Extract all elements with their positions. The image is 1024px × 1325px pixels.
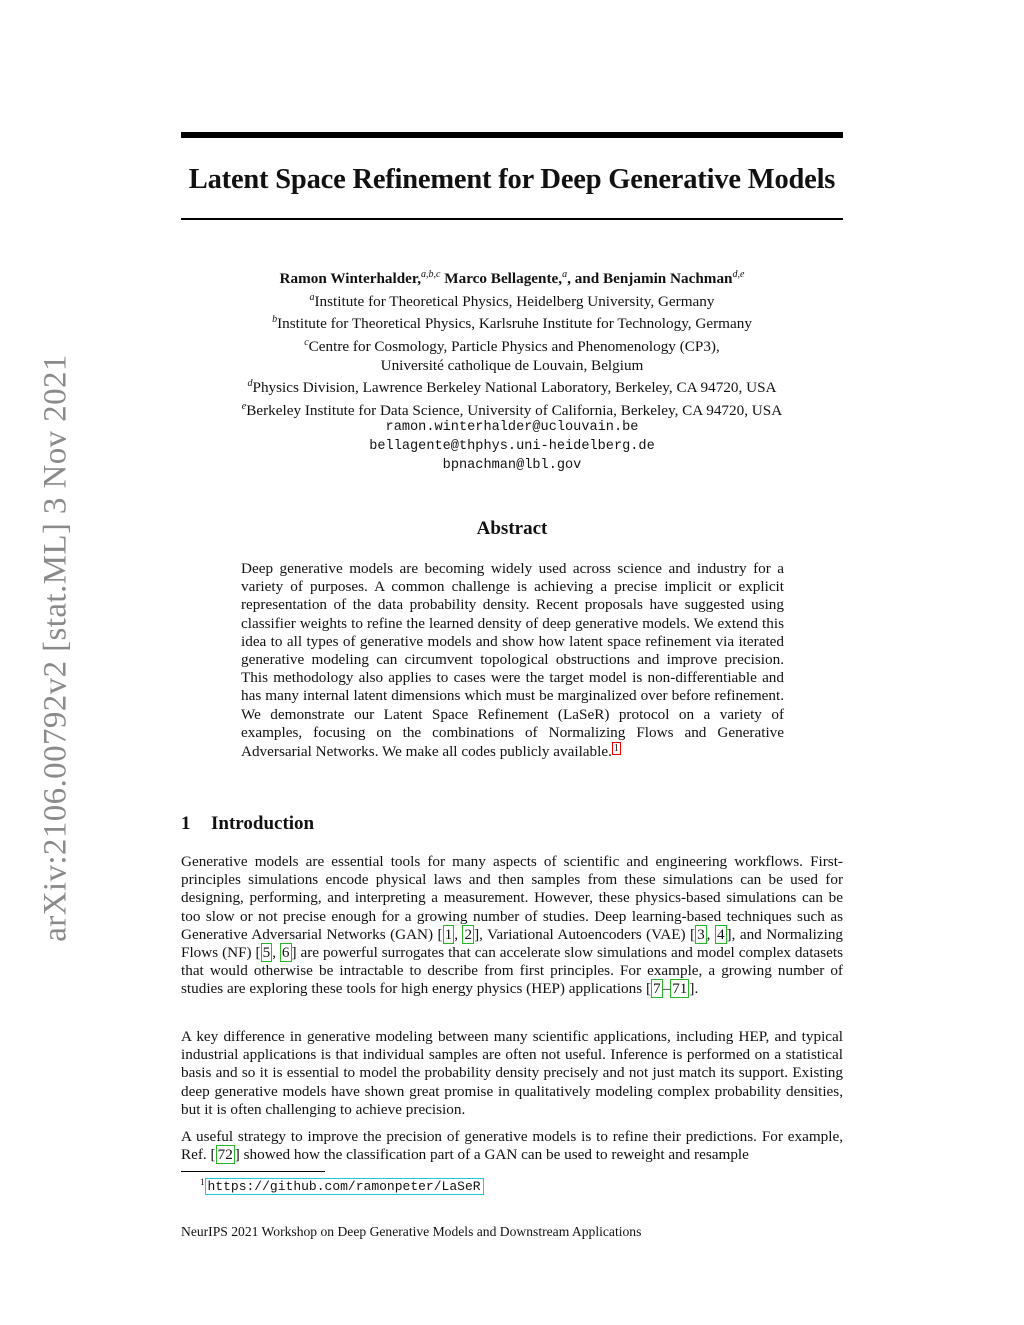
citation-link[interactable]: 4 — [716, 925, 725, 943]
title-bottom-rule — [181, 218, 843, 220]
affiliation-a: $^a$Institute for Theoretical Physics, Heidelberg University, Germany — [309, 291, 715, 310]
title-top-rule — [181, 132, 843, 138]
arxiv-stamp: arXiv:2106.00792v2 [stat.ML] 3 Nov 2021 — [37, 354, 74, 942]
citation-link[interactable]: 5 — [262, 944, 271, 962]
intro-paragraph-2: A key difference in generative modeling between many scientific applications, including HEP, and typical industrial applications is that individual samples are often not useful. Inference is performed on a statistical basis and so it is essential to model the probability density precisely and not just match its support. Existing deep generative models have shown great promise in qualitatively modeling complex probability densities, but it is often challenging to achieve precision. — [181, 1028, 843, 1118]
citation-link[interactable]: 1 — [444, 925, 453, 943]
paper-title: Latent Space Refinement for Deep Generative Models — [188, 164, 836, 195]
citation-link[interactable]: 2 — [464, 925, 473, 943]
author-block — [181, 266, 843, 421]
abstract-text: Deep generative models are becoming widely used across science and industry for a variety of purposes. A common challenge is achieving a precise implicit or explicit representation of the data probability density. Recent proposals have suggested using classifier weights to refine the learned density of deep generative models. We extend this idea to all types of generative models and show how latent space refinement via iterated generative modeling can circumvent topological obstructions and improve precision. This methodology also applies to cases were the target model is non-differentiable and has many internal latent dimensions which must be marginalized over before refinement. We demonstrate our Latent Space Refinement (LaSeR) protocol on a variety of examples, focusing on the combinations of Normalizing Flows and Generative Adversarial Networks. We make all codes publicly available. — [241, 560, 784, 761]
citation-link[interactable]: 6 — [281, 944, 290, 962]
footnote-url-link[interactable]: https://github.com/ramonpeter/LaSeR — [205, 1178, 484, 1195]
author-3-affil: d,e — [732, 269, 745, 280]
footnote — [200, 1177, 484, 1194]
section-title: Introduction — [211, 813, 315, 834]
footnote-mark: 1 — [200, 1177, 205, 1187]
affiliation-b: $^b$Institute for Theoretical Physics, Karlsruhe Institute for Technology, Germany — [272, 314, 752, 333]
citation-link[interactable]: 72 — [217, 1146, 233, 1164]
section-number: 1 — [181, 813, 191, 834]
author-2-name: Marco Bellagente, — [440, 270, 563, 288]
venue-footer: NeurIPS 2021 Workshop on Deep Generative Models and Downstream Applications — [181, 1224, 642, 1239]
abstract-heading: Abstract — [476, 518, 548, 539]
email-block — [181, 418, 843, 475]
section-heading — [181, 813, 314, 835]
author-2-affil: a — [562, 269, 568, 280]
author-1-name: Ramon Winterhalder, — [279, 270, 422, 288]
citation-link[interactable]: 7 — [653, 980, 661, 998]
intro-paragraph-1: Generative models are essential tools for many aspects of scientific and engineering workflows. First-principles simulations encode physical laws and then samples from these simulations can be used for designing, performing, and interpreting a measurement. However, these physics-based simulations can be too slow or not precise enough for a growing number of studies. Deep learning-based techniques such as Generative Adversarial Networks (GAN) [ 1 , 2 ], Variational Autoencoders (VAE) [ 3 , 4 ], and Normalizing Flows (NF) [ 5 , 6 ] are powerful surrogates that can accelerate slow simulations and model complex datasets that would otherwise be intractable to describe from first principles. For example, a growing number of studies are exploring these tools for high energy physics (HEP) applications [ 7 – 71 ]. — [181, 853, 844, 998]
affiliation-c: $^c$Centre for Cosmology, Particle Physics and Phenomenology (CP3), — [304, 336, 720, 356]
footnote-rule — [181, 1171, 325, 1172]
intro-paragraph-3: A useful strategy to improve the precision of generative models is to refine their predictions. For example, Ref. [ 72 ] showed how the classification part of a GAN can be used to reweight and resample — [181, 1128, 843, 1164]
abstract-body — [241, 560, 784, 761]
author-names — [181, 266, 843, 289]
citation-link[interactable]: 71 — [672, 980, 688, 998]
email-1: ramon.winterhalder@uclouvain.be — [385, 420, 639, 435]
email-2: bellagente@thphys.uni-heidelberg.de — [369, 439, 655, 454]
author-3-name: , and Benjamin Nachman — [567, 270, 733, 288]
affiliation-c-cont: Université catholique de Louvain, Belgium — [380, 356, 644, 374]
citation-link[interactable]: 3 — [697, 925, 705, 943]
footnote-ref-link[interactable]: 1 — [613, 743, 619, 755]
author-1-affil: a,b,c — [421, 269, 441, 280]
affiliation-e: $^e$Berkeley Institute for Data Science, University of California, Berkeley, CA 94720, USA — [241, 400, 783, 419]
affiliation-d: $^d$Physics Division, Lawrence Berkeley National Laboratory, Berkeley, CA 94720, USA — [247, 378, 777, 397]
email-3: bpnachman@lbl.gov — [442, 458, 582, 473]
